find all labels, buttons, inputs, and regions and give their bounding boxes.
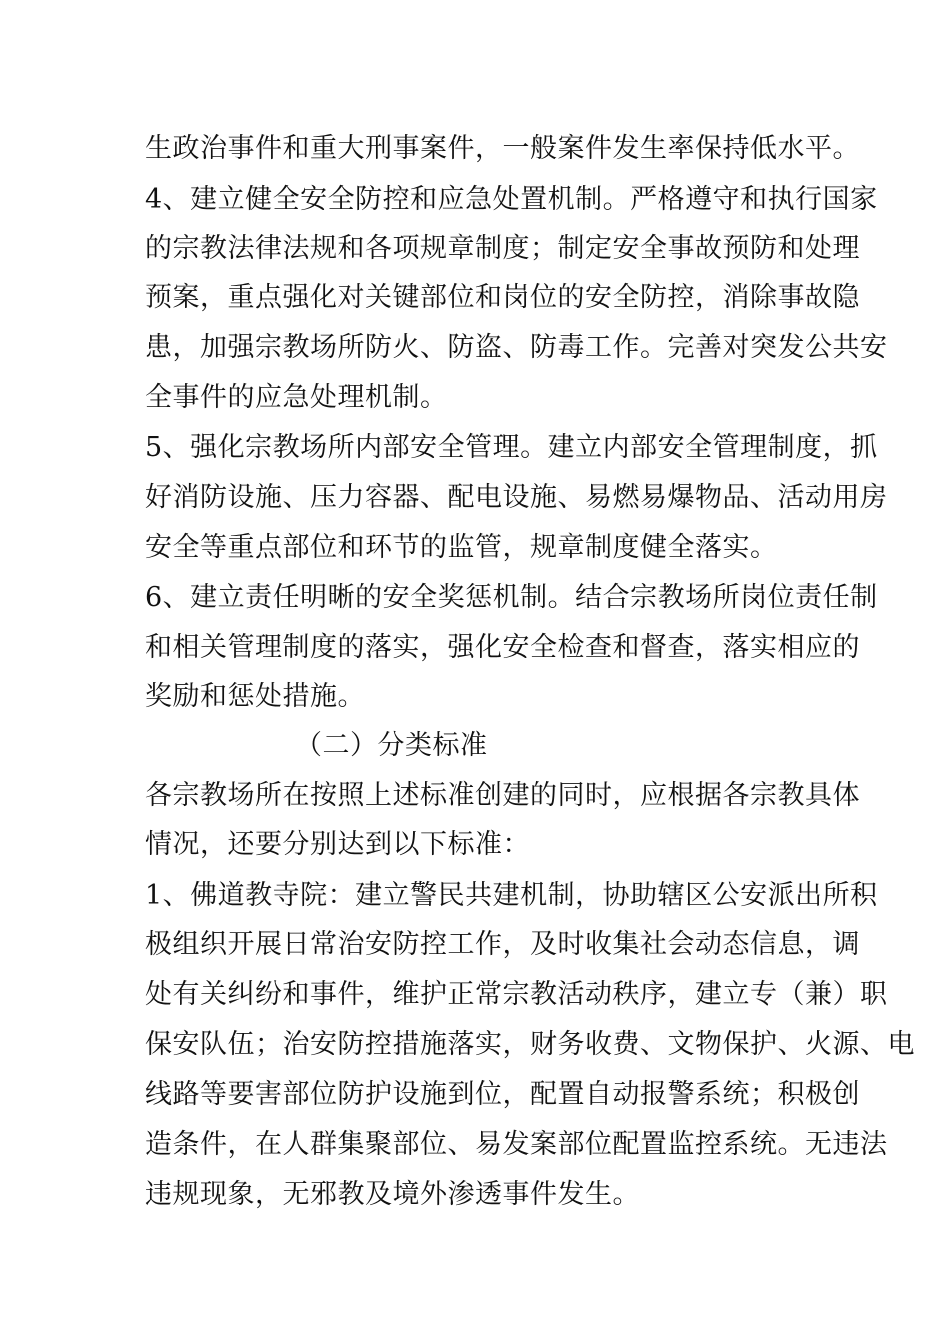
text-line: 预案，重点强化对关键部位和岗位的安全防控，消除事故隐 [145, 282, 860, 313]
text-line: 保安队伍；治安防控措施落实，财务收费、文物保护、火源、电 [145, 1029, 915, 1060]
text-line: 全事件的应急处理机制。 [145, 382, 448, 413]
text-line: 生政治事件和重大刑事案件，一般案件发生率保持低水平。 [145, 133, 860, 164]
text-line: 的宗教法律法规和各项规章制度；制定安全事故预防和处理 [145, 233, 860, 264]
text-line: 极组织开展日常治安防控工作，及时收集社会动态信息，调 [145, 929, 860, 960]
section-heading: （二）分类标准 [295, 730, 488, 761]
text-line: 违规现象，无邪教及境外渗透事件发生。 [145, 1179, 640, 1210]
text-line: 和相关管理制度的落实，强化安全检查和督查，落实相应的 [145, 632, 860, 663]
text-line: 4、建立健全安全防控和应急处置机制。严格遵守和执行国家 [145, 184, 878, 215]
text-line: 6、建立责任明晰的安全奖惩机制。结合宗教场所岗位责任制 [145, 582, 878, 613]
text-line: 处有关纠纷和事件，维护正常宗教活动秩序，建立专（兼）职 [145, 979, 888, 1010]
text-line: 安全等重点部位和环节的监管，规章制度健全落实。 [145, 532, 778, 563]
text-line: 线路等要害部位防护设施到位，配置自动报警系统；积极创 [145, 1079, 860, 1110]
text-line: 5、强化宗教场所内部安全管理。建立内部安全管理制度，抓 [145, 432, 878, 463]
text-line: 患，加强宗教场所防火、防盗、防毒工作。完善对突发公共安 [145, 332, 888, 363]
text-line: 好消防设施、压力容器、配电设施、易燃易爆物品、活动用房 [145, 482, 888, 513]
text-line: 1、佛道教寺院：建立警民共建机制，协助辖区公安派出所积 [145, 880, 878, 911]
text-line: 造条件，在人群集聚部位、易发案部位配置监控系统。无违法 [145, 1129, 888, 1160]
text-line: 情况，还要分别达到以下标准： [145, 829, 530, 860]
text-line: 奖励和惩处措施。 [145, 681, 365, 712]
text-line: 各宗教场所在按照上述标准创建的同时，应根据各宗教具体 [145, 780, 860, 811]
